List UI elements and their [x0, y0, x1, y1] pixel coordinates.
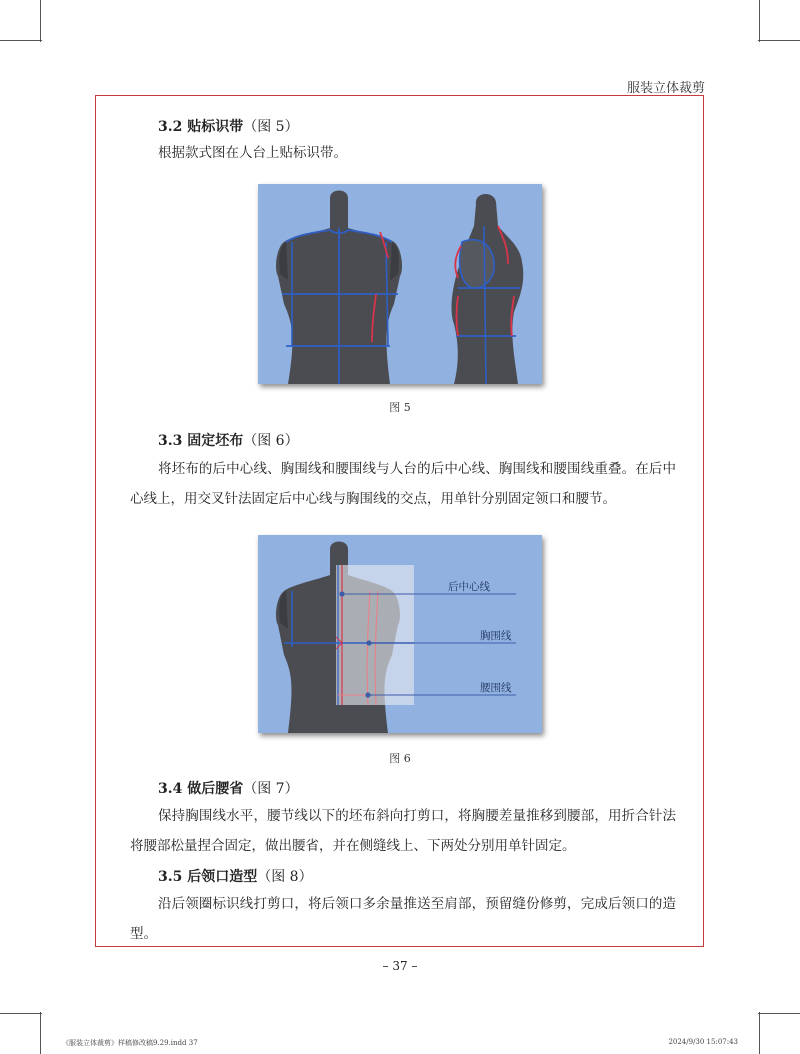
figure-caption: 图 5	[389, 401, 411, 414]
crop-mark	[759, 1012, 760, 1054]
paragraph: 保持胸围线水平，腰节线以下的坯布斜向打剪口，将胸腰差量推移到腰部，用折合针法将腰部松量捏合固定，做出腰省，并在侧缝线上、下两处分别用单针固定。	[130, 808, 676, 854]
figure-ref: （图 5）	[243, 119, 299, 135]
footer-filename: 《服装立体裁剪》样稿修改稿9.29.indd 37	[62, 1039, 198, 1047]
figure-ref: （图 8）	[257, 869, 313, 885]
heading-text: 3.2 贴标识带	[158, 119, 244, 135]
section-heading	[158, 866, 313, 886]
crop-mark	[758, 40, 800, 41]
crop-mark	[0, 1013, 42, 1014]
heading-text: 3.4 做后腰省	[158, 781, 244, 797]
heading-text: 3.5 后领口造型	[158, 869, 258, 885]
paragraph: 根据款式图在人台上贴标识带。	[158, 145, 347, 161]
figure-6-illustration	[258, 535, 542, 733]
figure-ref: （图 6）	[243, 433, 299, 449]
figure-caption: 图 6	[389, 752, 411, 765]
figure-ref: （图 7）	[243, 781, 299, 797]
footer-timestamp: 2024/9/30 15:07:43	[668, 1038, 738, 1046]
paragraph: 沿后领圈标识线打剪口，将后领口多余量推送至肩部，预留缝份修剪，完成后领口的造型。	[130, 896, 676, 942]
crop-mark	[40, 0, 41, 42]
figure-5-illustration	[258, 184, 542, 384]
figure-5	[258, 184, 542, 384]
paragraph: 将坯布的后中心线、胸围线和腰围线与人台的后中心线、胸围线和腰围线重叠。在后中心线上，用交叉针法固定后中心线与胸围线的交点，用单针分别固定领口和腰节。	[130, 461, 676, 507]
crop-mark	[759, 0, 760, 42]
label-bust-line: 胸围线	[480, 630, 512, 642]
page-number: – 37 –	[382, 959, 418, 973]
crop-mark	[758, 1013, 800, 1014]
figure-6	[258, 535, 542, 733]
crop-mark	[40, 1012, 41, 1054]
label-back-center-line: 后中心线	[448, 581, 490, 593]
crop-mark	[0, 40, 42, 41]
dress-form-side	[452, 194, 524, 384]
heading-text: 3.3 固定坯布	[158, 433, 244, 449]
section-heading	[158, 430, 299, 450]
label-waist-line: 腰围线	[480, 682, 512, 694]
section-heading	[158, 116, 299, 136]
running-header: 服装立体裁剪	[626, 81, 705, 96]
section-heading	[158, 778, 299, 798]
